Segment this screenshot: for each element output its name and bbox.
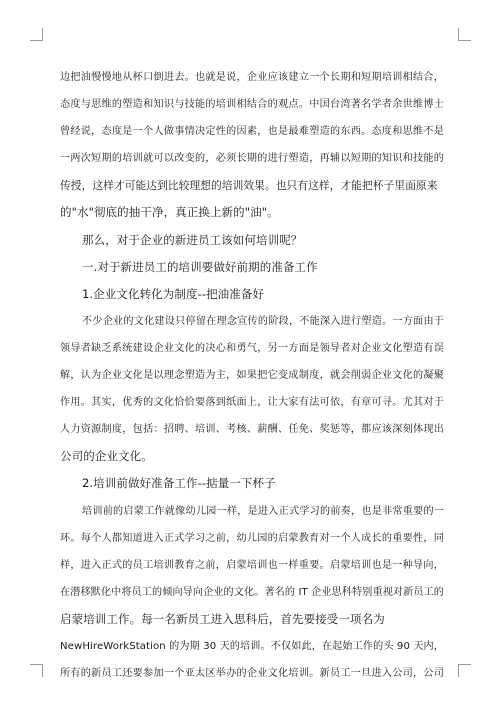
text-line: 启蒙培训工作。每一名新员工进入思科后，首先要接受一项名为 bbox=[60, 611, 385, 626]
crop-mark-bottom-right bbox=[458, 664, 471, 677]
crop-mark-top-right bbox=[458, 28, 471, 41]
text-line: 作用。其实，优秀的文化恰恰要落到纸面上，让大家有法可依，有章可寻。尤其对于 bbox=[60, 397, 444, 409]
text-line: 培训前的启蒙工作就像幼儿园一样，是进入正式学习的前奏，也是非常重要的一 bbox=[82, 505, 444, 517]
text-line: 样，进入正式的员工培训教育之前，启蒙培训也一样重要。启蒙培训也是一种导向， bbox=[60, 559, 444, 571]
text-line: 传授，这样才可能达到比较理想的培训效果。也只有这样，才能把杯子里面原来 bbox=[60, 179, 438, 193]
text-line: 领导者缺乏系统建设企业文化的决心和勇气，另一方面是领导者对企业文化塑造有误 bbox=[60, 342, 444, 354]
text-line: NewHireWorkStation 的为期 30 天的培训。不仅如此，在起始工作的头 90 天内， bbox=[60, 640, 444, 652]
subsection-heading: 1.企业文化转化为制度--把油准备好 bbox=[82, 286, 265, 301]
crop-mark-bottom-left bbox=[30, 664, 43, 677]
text-line: 态度与思维的塑造和知识与技能的培训相结合的观点。中国台湾著名学者余世维博士 bbox=[60, 99, 444, 111]
text-line: 边把油慢慢地从杯口倒进去。也就是说，企业应该建立一个长期和短期培训相结合， bbox=[60, 72, 444, 83]
text-line: 曾经说，态度是一个人做事情决定性的因素，也是最难塑造的东西。态度和思维不是 bbox=[60, 126, 444, 138]
text-line: 解，认为企业文化是以理念塑造为主，如果把它变成制度，就会削弱企业文化的凝聚 bbox=[60, 370, 444, 382]
text-line: 人力资源制度，包括：招聘、培训、考核、薪酬、任免、奖惩等，都应该深刻体现出 bbox=[60, 424, 444, 436]
text-line: 在潜移默化中将员工的倾向导向企业的文化。著名的 IT 企业思科特别重视对新员工的 bbox=[60, 586, 444, 598]
text-line: 所有的新员工还要参加一个亚太区举办的企业文化培训。新员工一旦进入公司，公司 bbox=[60, 668, 444, 680]
text-line: 的"水"彻底的抽干净，真正换上新的"油"。 bbox=[60, 205, 279, 220]
text-line: 不少企业的文化建设只停留在理念宣传的阶段，不能深入进行塑造。一方面由于 bbox=[82, 315, 444, 327]
section-heading: 一.对于新进员工的培训要做好前期的准备工作 bbox=[82, 259, 318, 274]
text-line: 公司的企业文化。 bbox=[60, 449, 153, 464]
text-line: 环。每个人都知道进入正式学习之前，幼儿园的启蒙教育对一个人成长的重要性，同 bbox=[60, 532, 444, 544]
text-line: 那么，对于企业的新进员工该如何培训呢？ bbox=[82, 232, 303, 247]
subsection-heading: 2.培训前做好准备工作--掂量一下杯子 bbox=[82, 476, 276, 491]
crop-mark-top-left bbox=[30, 28, 43, 41]
document-body bbox=[60, 64, 444, 687]
text-line: 一两次短期的培训就可以改变的，必须长期的进行塑造，再辅以短期的知识和技能的 bbox=[60, 153, 444, 165]
